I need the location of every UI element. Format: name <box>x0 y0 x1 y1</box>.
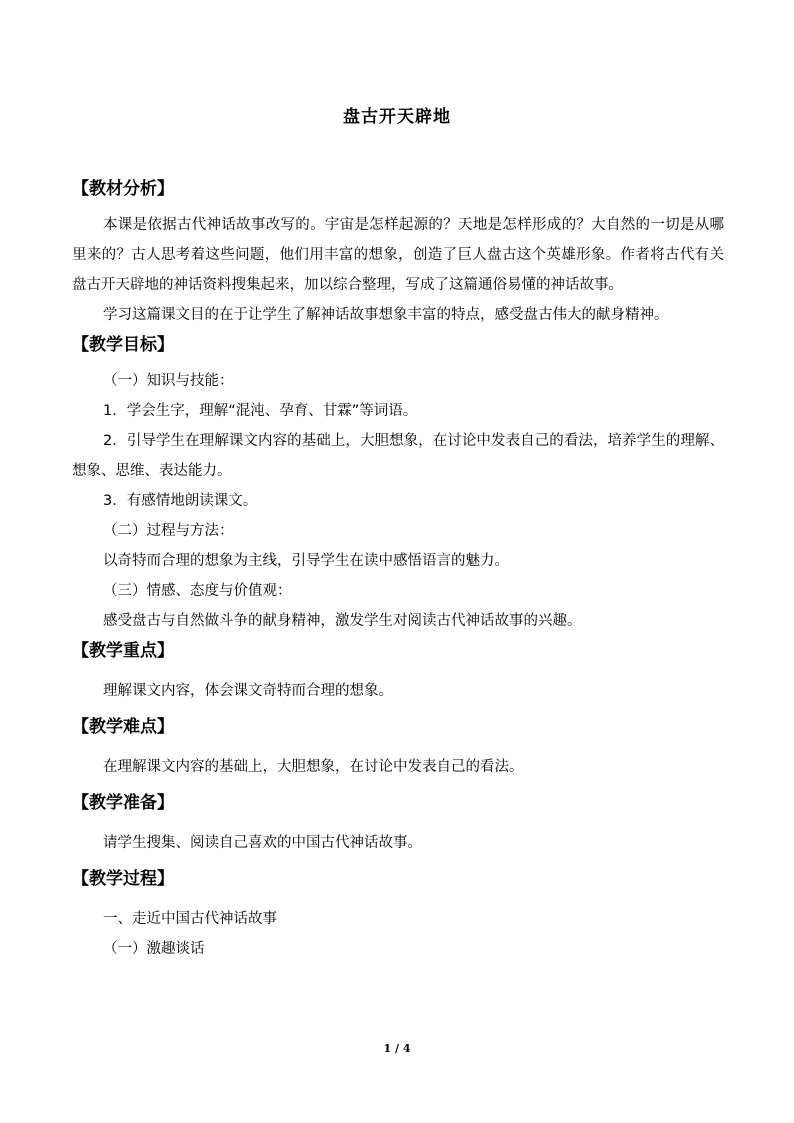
process-paragraph-2: （一）激趣谈话 <box>103 941 205 957</box>
heading-key-points: 【教学重点】 <box>72 641 174 661</box>
goals-item: （三）情感、态度与价值观： <box>103 583 292 599</box>
preparation-paragraph: 请学生搜集、阅读自己喜欢的中国古代神话故事。 <box>103 835 422 851</box>
document-body <box>72 174 724 964</box>
goals-item: 感受盘古与自然做斗争的献身精神，激发学生对阅读古代神话故事的兴趣。 <box>103 613 582 629</box>
heading-goals: 【教学目标】 <box>72 335 174 355</box>
goals-item: （二）过程与方法： <box>103 523 234 539</box>
heading-analysis: 【教材分析】 <box>72 179 174 199</box>
process-paragraph-1: 一、走近中国古代神话故事 <box>103 911 277 927</box>
key-points-paragraph: 理解课文内容，体会课文奇特而合理的想象。 <box>103 683 393 699</box>
document-title: 盘古开天辟地 <box>343 107 451 127</box>
analysis-paragraph-2: 学习这篇课文目的在于让学生了解神话故事想象丰富的特点，感受盘古伟大的献身精神。 <box>103 307 669 323</box>
goals-item: 3．有感情地朗读课文。 <box>103 493 258 509</box>
difficulties-paragraph: 在理解课文内容的基础上，大胆想象，在讨论中发表自己的看法。 <box>103 759 524 775</box>
goals-item: （一）知识与技能： <box>103 373 234 389</box>
goals-item: 2．引导学生在理解课文内容的基础上，大胆想象，在讨论中发表自己的看法，培养学生的理解、想象、思维、表达能力。 <box>72 433 724 479</box>
page-number: 1 / 4 <box>383 1042 411 1055</box>
analysis-paragraph-1: 本课是依据古代神话故事改写的。宇宙是怎样起源的？天地是怎样形成的？大自然的一切是从哪里来的？古人思考着这些问题，他们用丰富的想象，创造了巨人盘古这个英雄形象。作者将古代有关盘古开天辟地的神话资料搜集起来，加以综合整理，写成了这篇通俗易懂的神话故事。 <box>72 217 724 293</box>
heading-difficulties: 【教学难点】 <box>72 717 174 737</box>
goals-item: 1．学会生字，理解“混沌、孕育、甘霖”等词语。 <box>103 403 418 419</box>
goals-item: 以奇特而合理的想象为主线，引导学生在读中感悟语言的魅力。 <box>103 553 509 569</box>
heading-preparation: 【教学准备】 <box>72 793 174 813</box>
heading-process: 【教学过程】 <box>72 869 174 889</box>
